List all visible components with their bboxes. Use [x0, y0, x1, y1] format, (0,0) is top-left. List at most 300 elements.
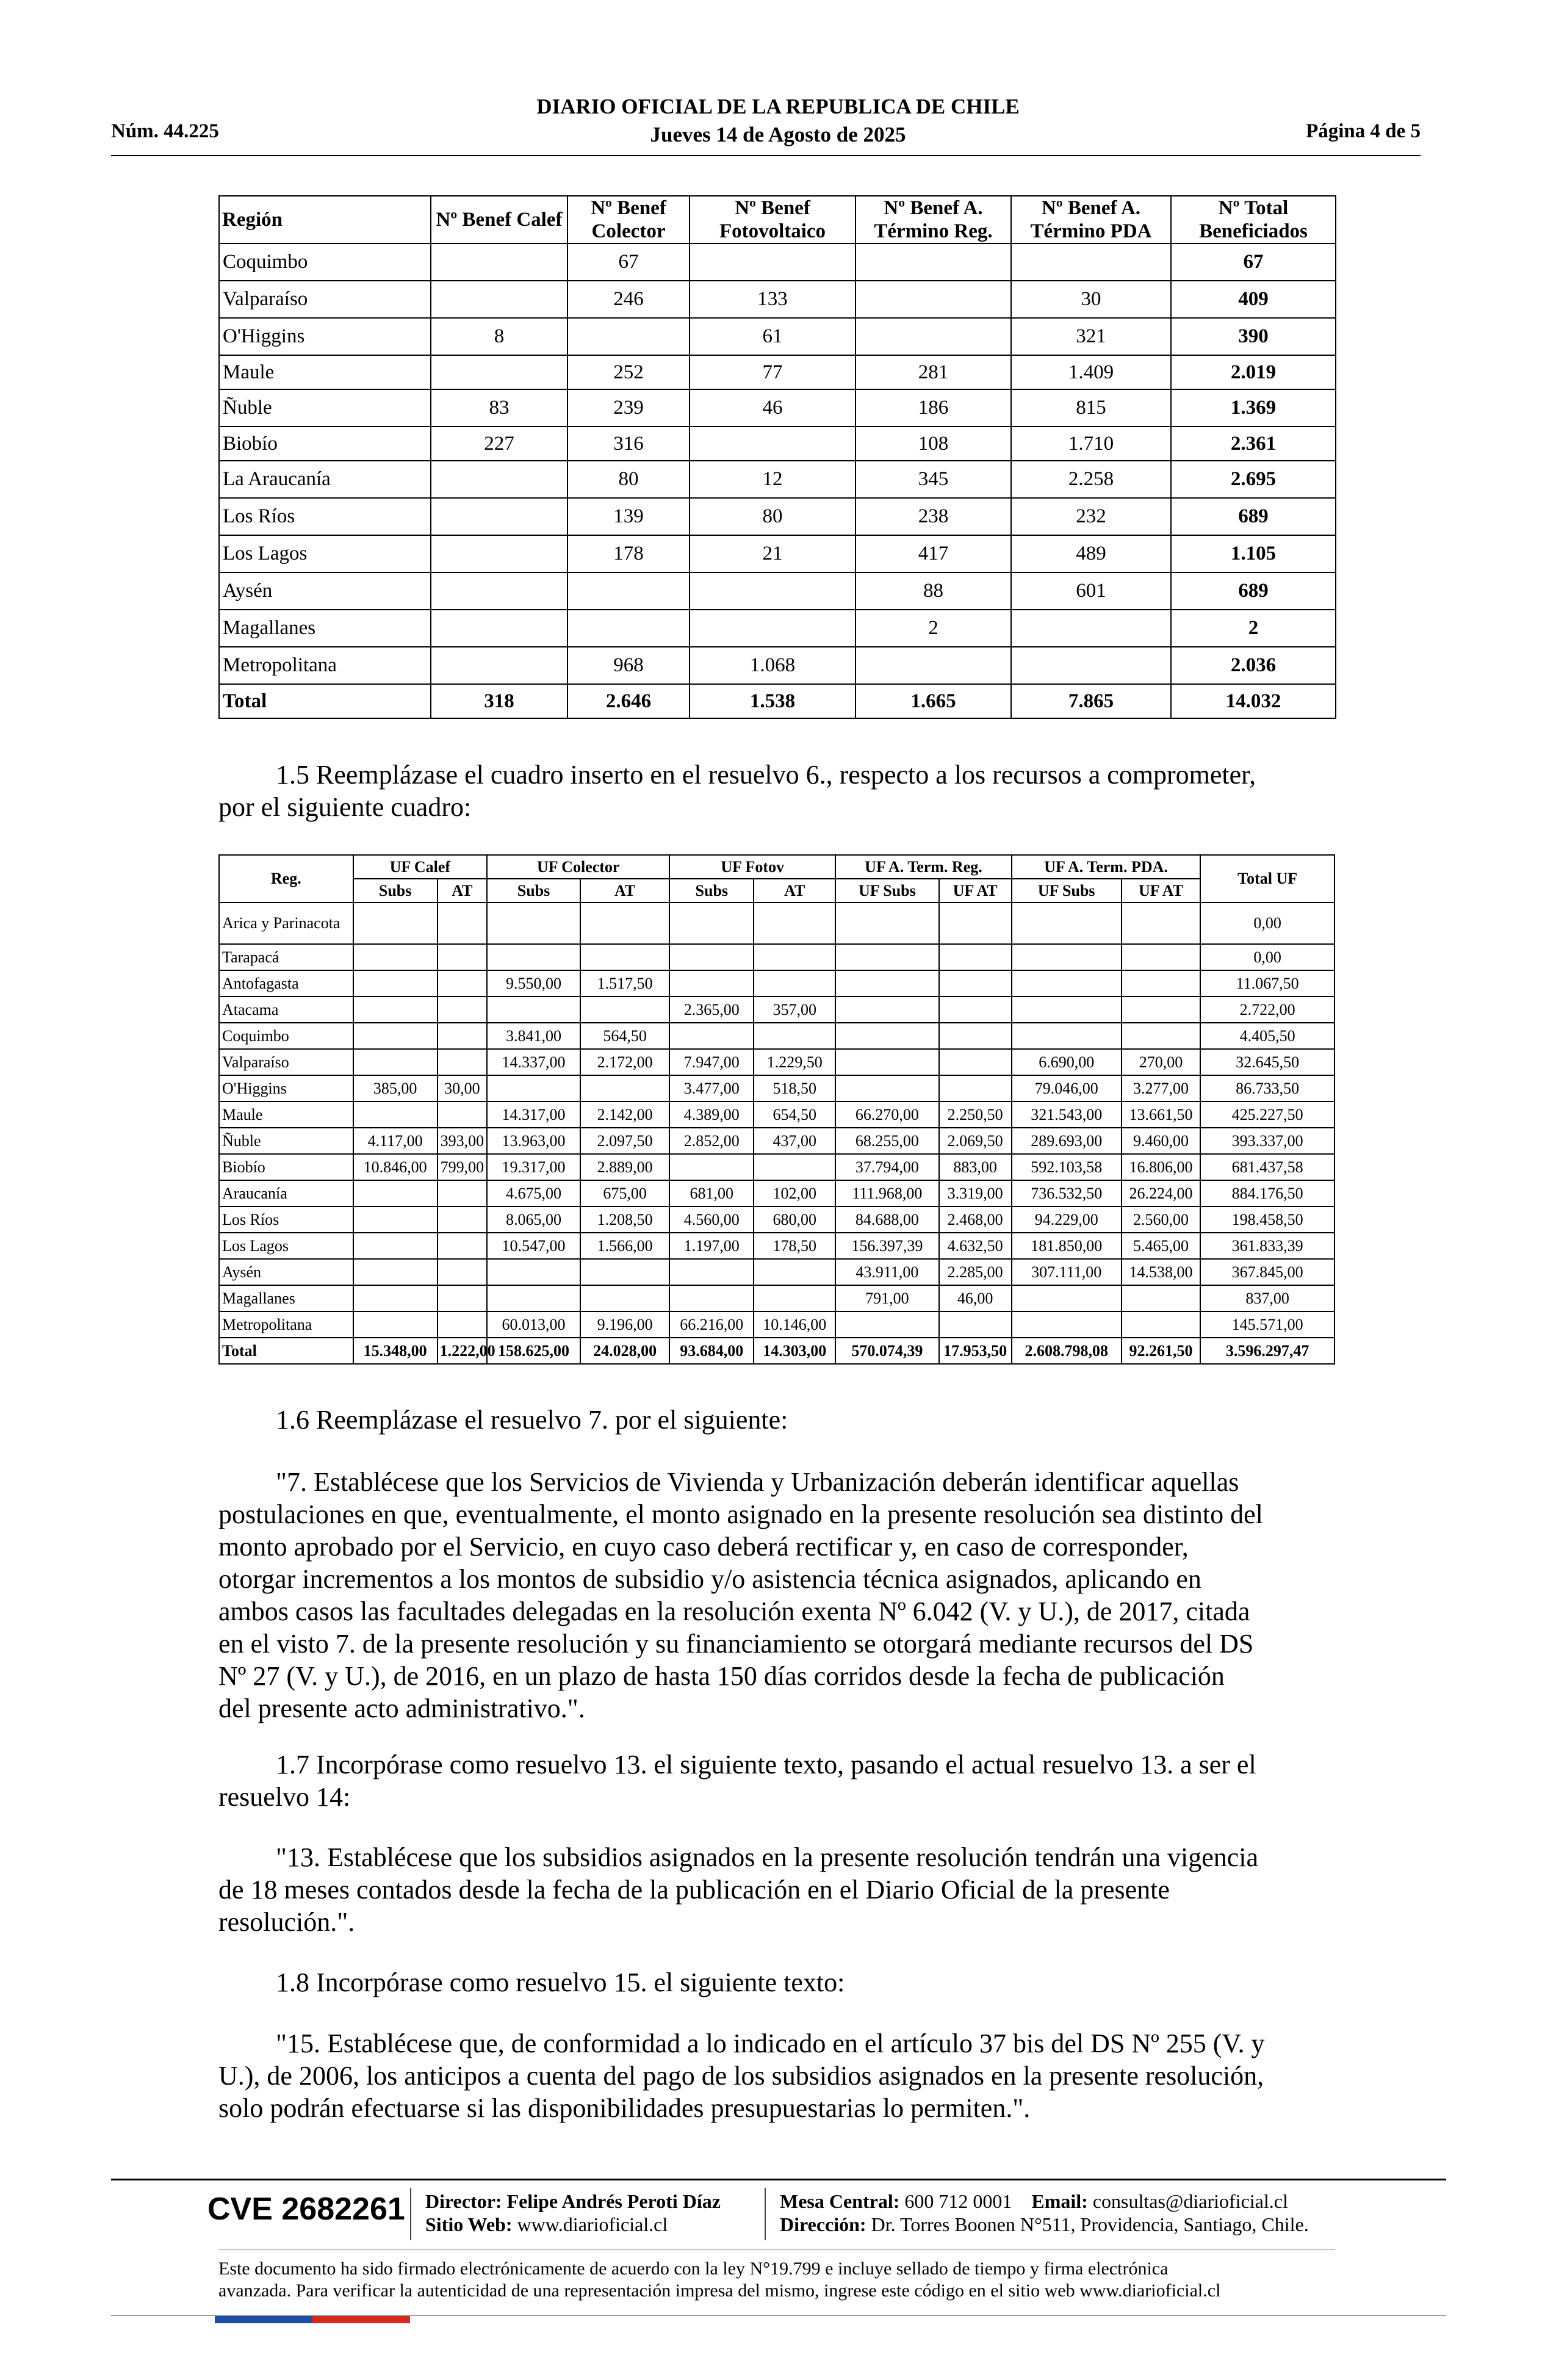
table-cell: [939, 997, 1012, 1023]
table-cell: [939, 1049, 1012, 1075]
region-cell: Total: [219, 684, 431, 718]
column-header: Región: [219, 196, 431, 243]
table-cell: 736.532,50: [1012, 1180, 1122, 1206]
table-cell: [438, 1023, 488, 1049]
table-row: [219, 1311, 1334, 1338]
table-cell: [1012, 944, 1122, 970]
column-header: Nº Benef Fotovoltaico: [690, 196, 855, 243]
table-cell: 94.229,00: [1012, 1206, 1122, 1233]
region-cell: Maule: [219, 355, 431, 389]
total-cell: 198.458,50: [1200, 1206, 1334, 1233]
table-cell: [754, 970, 835, 997]
table-cell: 4.389,00: [669, 1102, 754, 1128]
table-row: [219, 647, 1336, 684]
column-subheader: AT: [580, 879, 669, 903]
total-cell: 32.645,50: [1200, 1049, 1334, 1075]
table-cell: 61: [690, 318, 855, 355]
paragraph-1-6: [218, 1404, 1335, 1436]
region-cell: O'Higgins: [219, 1075, 353, 1102]
table-cell: [438, 1206, 488, 1233]
table-cell: 7.947,00: [669, 1049, 754, 1075]
text-line: del presente acto administrativo.".: [218, 1693, 585, 1723]
table-cell: [835, 903, 938, 944]
column-header: Total UF: [1200, 855, 1334, 903]
region-cell: Biobío: [219, 1154, 353, 1180]
table-cell: 2.646: [567, 684, 690, 718]
table-cell: [1122, 1311, 1201, 1338]
table-cell: [1122, 903, 1201, 944]
region-cell: O'Higgins: [219, 318, 431, 355]
table-cell: 1.710: [1011, 427, 1171, 461]
table-cell: 24.028,00: [580, 1338, 669, 1364]
table-cell: [690, 610, 855, 647]
region-cell: Antofagasta: [219, 970, 353, 997]
region-cell: Biobío: [219, 427, 431, 461]
region-cell: Metropolitana: [219, 647, 431, 684]
table-cell: [939, 903, 1012, 944]
table-row: [219, 944, 1334, 970]
table-cell: 19.317,00: [487, 1154, 580, 1180]
table-cell: 4.560,00: [669, 1206, 754, 1233]
table-cell: 2.285,00: [939, 1259, 1012, 1285]
table-cell: [567, 318, 690, 355]
table-row: [219, 1206, 1334, 1233]
table-cell: [487, 903, 580, 944]
table-cell: 2.172,00: [580, 1049, 669, 1075]
table-cell: [438, 1285, 488, 1311]
table-cell: 1.538: [690, 684, 855, 718]
table-cell: [353, 997, 438, 1023]
total-cell: 0,00: [1200, 944, 1334, 970]
table-cell: [754, 903, 835, 944]
region-cell: Los Ríos: [219, 498, 431, 535]
table-cell: [353, 1259, 438, 1285]
table-cell: 156.397,39: [835, 1233, 938, 1259]
table-cell: 17.953,50: [939, 1338, 1012, 1364]
text-line: avanzada. Para verificar la autenticidad de una representación impresa del mismo, ingrese este código en el sitio web www.diarioficial.cl: [218, 2281, 1221, 2301]
table-cell: [669, 970, 754, 997]
table-cell: 9.460,00: [1122, 1128, 1201, 1154]
mesa-phone: 600 712 0001: [904, 2190, 1012, 2212]
region-cell: Tarapacá: [219, 944, 353, 970]
table-cell: [353, 1206, 438, 1233]
table-row: [219, 1128, 1334, 1154]
table-cell: 133: [690, 281, 855, 318]
table-cell: 10.146,00: [754, 1311, 835, 1338]
table-row: [219, 1023, 1334, 1049]
address-text: Dr. Torres Boonen N°511, Providencia, Santiago, Chile.: [871, 2213, 1309, 2235]
table-cell: 84.688,00: [835, 1206, 938, 1233]
email-label: Email:: [1031, 2190, 1088, 2212]
region-cell: Atacama: [219, 997, 353, 1023]
column-group-header: UF A. Term. PDA.: [1012, 855, 1201, 879]
resolution-15-text: [218, 2027, 1335, 2124]
table-cell: [835, 1311, 938, 1338]
table-cell: 246: [567, 281, 690, 318]
region-cell: Coquimbo: [219, 243, 431, 281]
table-cell: [353, 1049, 438, 1075]
table-cell: 232: [1011, 498, 1171, 535]
table-cell: 26.224,00: [1122, 1180, 1201, 1206]
region-cell: Araucanía: [219, 1180, 353, 1206]
resolution-13-text: [218, 1841, 1335, 1938]
table-cell: [438, 970, 488, 997]
table-cell: [669, 1023, 754, 1049]
signature-note: [218, 2258, 1335, 2302]
table-cell: 570.074,39: [835, 1338, 938, 1364]
region-cell: Valparaíso: [219, 1049, 353, 1075]
table-cell: 1.566,00: [580, 1233, 669, 1259]
table-row: [219, 997, 1334, 1023]
total-cell: 361.833,39: [1200, 1233, 1334, 1259]
table-cell: [1122, 1285, 1201, 1311]
column-subheader: AT: [438, 879, 488, 903]
column-group-header: UF Colector: [487, 855, 669, 879]
table-cell: 2.468,00: [939, 1206, 1012, 1233]
text-line: resuelvo 14:: [218, 1782, 351, 1812]
table-cell: [855, 281, 1011, 318]
text-line: U.), de 2006, los anticipos a cuenta del pago de los subsidios asignados en la presente resolución,: [218, 2061, 1264, 2091]
table-cell: 66.270,00: [835, 1102, 938, 1128]
table-cell: [431, 461, 567, 498]
column-header: Reg.: [219, 855, 353, 903]
total-cell: 2.036: [1171, 647, 1336, 684]
table-cell: 186: [855, 389, 1011, 427]
table-cell: 178: [567, 535, 690, 572]
total-cell: 1.105: [1171, 535, 1336, 572]
footer-separator: [765, 2188, 766, 2240]
table-cell: 3.319,00: [939, 1180, 1012, 1206]
table-cell: [1012, 1285, 1122, 1311]
table-row: [219, 1102, 1334, 1128]
table-cell: 7.865: [1011, 684, 1171, 718]
table-cell: 357,00: [754, 997, 835, 1023]
table-cell: [353, 1233, 438, 1259]
table-row: [219, 1285, 1334, 1311]
email-link[interactable]: consultas@diarioficial.cl: [1092, 2190, 1288, 2212]
total-cell: 2.019: [1171, 355, 1336, 389]
table-cell: [580, 997, 669, 1023]
table-cell: 13.661,50: [1122, 1102, 1201, 1128]
table-cell: 178,50: [754, 1233, 835, 1259]
column-subheader: Subs: [669, 879, 754, 903]
table-cell: [669, 903, 754, 944]
table-cell: 681,00: [669, 1180, 754, 1206]
table-cell: 14.337,00: [487, 1049, 580, 1075]
website-link[interactable]: www.diarioficial.cl: [517, 2213, 668, 2235]
table-cell: [1122, 944, 1201, 970]
table-cell: 489: [1011, 535, 1171, 572]
table-cell: 80: [567, 461, 690, 498]
text-line: Este documento ha sido firmado electrónicamente de acuerdo con la ley N°19.799 e incluye sellado de tiempo y firma electrónica: [218, 2259, 1169, 2279]
region-cell: Aysén: [219, 1259, 353, 1285]
table-cell: [567, 572, 690, 610]
table-row: [219, 1180, 1334, 1206]
table-cell: 2.560,00: [1122, 1206, 1201, 1233]
table-cell: [1012, 1311, 1122, 1338]
beneficiaries-table: [218, 195, 1336, 719]
table-total-row: [219, 1338, 1334, 1364]
table-cell: 592.103,58: [1012, 1154, 1122, 1180]
page-number: Página 4 de 5: [1306, 120, 1421, 142]
table-cell: 2.889,00: [580, 1154, 669, 1180]
table-cell: [1011, 647, 1171, 684]
table-cell: 43.911,00: [835, 1259, 938, 1285]
table-cell: 680,00: [754, 1206, 835, 1233]
table-cell: [431, 610, 567, 647]
mesa-label: Mesa Central:: [780, 2190, 900, 2212]
region-cell: Total: [219, 1338, 353, 1364]
table-cell: 4.117,00: [353, 1128, 438, 1154]
text-line: de 18 meses contados desde la fecha de la publicación en el Diario Oficial de la presente: [218, 1875, 1170, 1905]
table-cell: [487, 1075, 580, 1102]
table-cell: [438, 1049, 488, 1075]
table-cell: [1122, 1023, 1201, 1049]
table-cell: [431, 572, 567, 610]
table-cell: [754, 1154, 835, 1180]
total-cell: 367.845,00: [1200, 1259, 1334, 1285]
column-subheader: UF AT: [1122, 879, 1201, 903]
table-cell: 227: [431, 427, 567, 461]
flag-stripe-blue: [215, 2316, 312, 2323]
column-subheader: UF Subs: [835, 879, 938, 903]
table-row: [219, 1075, 1334, 1102]
table-cell: 8: [431, 318, 567, 355]
region-cell: Valparaíso: [219, 281, 431, 318]
text-line: Nº 27 (V. y U.), de 2016, en un plazo de hasta 150 días corridos desde la fecha de publicación: [218, 1661, 1225, 1691]
column-subheader: UF AT: [939, 879, 1012, 903]
table-cell: [438, 1180, 488, 1206]
table-cell: 4.675,00: [487, 1180, 580, 1206]
table-cell: [690, 243, 855, 281]
table-cell: [1012, 970, 1122, 997]
uf-resources-table: [218, 854, 1335, 1365]
table-cell: 1.409: [1011, 355, 1171, 389]
table-row: [219, 903, 1334, 944]
table-cell: 321.543,00: [1012, 1102, 1122, 1128]
website-label: Sitio Web:: [425, 2213, 513, 2235]
total-cell: 2: [1171, 610, 1336, 647]
table-cell: [754, 1023, 835, 1049]
table-cell: 238: [855, 498, 1011, 535]
table-cell: 158.625,00: [487, 1338, 580, 1364]
region-cell: Los Lagos: [219, 1233, 353, 1259]
table-header-row: [219, 196, 1336, 243]
total-cell: 390: [1171, 318, 1336, 355]
table-cell: 316: [567, 427, 690, 461]
table-cell: 15.348,00: [353, 1338, 438, 1364]
table-cell: 67: [567, 243, 690, 281]
table-cell: 108: [855, 427, 1011, 461]
column-group-header: UF Calef: [353, 855, 488, 879]
table-cell: 345: [855, 461, 1011, 498]
table-total-row: [219, 684, 1336, 718]
table-cell: 9.196,00: [580, 1311, 669, 1338]
table-cell: [835, 944, 938, 970]
table-cell: 4.632,50: [939, 1233, 1012, 1259]
flag-stripe-red: [312, 2316, 410, 2323]
table-cell: [431, 355, 567, 389]
director-name: Felipe Andrés Peroti Díaz: [506, 2190, 721, 2212]
text-line: 1.6 Reemplázase el resuelvo 7. por el siguiente:: [276, 1405, 788, 1435]
table-cell: [754, 1259, 835, 1285]
table-cell: [855, 647, 1011, 684]
table-cell: 393,00: [438, 1128, 488, 1154]
masthead-title: DIARIO OFICIAL DE LA REPUBLICA DE CHILE: [536, 95, 1020, 118]
total-cell: 0,00: [1200, 903, 1334, 944]
table-cell: 321: [1011, 318, 1171, 355]
table-cell: [1012, 1023, 1122, 1049]
table-cell: [567, 610, 690, 647]
table-cell: [669, 1154, 754, 1180]
director-label: Director:: [425, 2190, 502, 2212]
table-cell: 30,00: [438, 1075, 488, 1102]
table-cell: [855, 318, 1011, 355]
table-cell: 92.261,50: [1122, 1338, 1201, 1364]
footer-director-block: [425, 2190, 721, 2236]
column-group-header: UF Fotov: [669, 855, 835, 879]
table-cell: [835, 997, 938, 1023]
table-cell: [580, 903, 669, 944]
table-cell: 13.963,00: [487, 1128, 580, 1154]
table-cell: 281: [855, 355, 1011, 389]
total-cell: 86.733,50: [1200, 1075, 1334, 1102]
table-cell: [1011, 243, 1171, 281]
table-cell: 601: [1011, 572, 1171, 610]
table-cell: [431, 281, 567, 318]
table-row: [219, 498, 1336, 535]
table-cell: 815: [1011, 389, 1171, 427]
table-cell: [438, 1233, 488, 1259]
table-cell: [353, 970, 438, 997]
column-header: Nº Benef A. Término PDA: [1011, 196, 1171, 243]
table-cell: [939, 970, 1012, 997]
footer-contact-block: [780, 2190, 1309, 2236]
text-line: "7. Establécese que los Servicios de Vivienda y Urbanización deberán identificar aquellas: [276, 1467, 1239, 1497]
table-cell: 6.690,00: [1012, 1049, 1122, 1075]
table-cell: 60.013,00: [487, 1311, 580, 1338]
table-cell: [353, 1102, 438, 1128]
total-cell: 689: [1171, 498, 1336, 535]
table-cell: [835, 970, 938, 997]
table-cell: 1.068: [690, 647, 855, 684]
table-cell: 181.850,00: [1012, 1233, 1122, 1259]
table-cell: 80: [690, 498, 855, 535]
table-cell: 3.477,00: [669, 1075, 754, 1102]
text-line: otorgar incrementos a los montos de subsidio y/o asistencia técnica asignados, aplicando en: [218, 1564, 1201, 1594]
footer-separator: [410, 2188, 411, 2240]
table-cell: 2.142,00: [580, 1102, 669, 1128]
table-cell: [835, 1075, 938, 1102]
table-cell: 1.208,50: [580, 1206, 669, 1233]
column-subheader: Subs: [487, 879, 580, 903]
table-cell: 968: [567, 647, 690, 684]
table-cell: 3.841,00: [487, 1023, 580, 1049]
total-cell: 3.596.297,47: [1200, 1338, 1334, 1364]
region-cell: Los Ríos: [219, 1206, 353, 1233]
table-cell: 88: [855, 572, 1011, 610]
region-cell: Arica y Parinacota: [219, 903, 353, 944]
table-cell: 14.538,00: [1122, 1259, 1201, 1285]
table-cell: [855, 243, 1011, 281]
text-line: solo podrán efectuarse si las disponibilidades presupuestarias lo permiten.".: [218, 2093, 1031, 2123]
text-line: 1.5 Reemplázase el cuadro inserto en el resuelvo 6., respecto a los recursos a comprometer,: [276, 760, 1256, 790]
table-cell: 10.846,00: [353, 1154, 438, 1180]
table-cell: [754, 944, 835, 970]
table-cell: 270,00: [1122, 1049, 1201, 1075]
text-line: "13. Establécese que los subsidios asignados en la presente resolución tendrán una vigencia: [276, 1842, 1259, 1872]
table-cell: [353, 1023, 438, 1049]
table-row: [219, 970, 1334, 997]
table-cell: [1011, 610, 1171, 647]
total-cell: 2.361: [1171, 427, 1336, 461]
text-line: "15. Establécese que, de conformidad a lo indicado en el artículo 37 bis del DS Nº 255 (V. y: [276, 2028, 1265, 2058]
table-cell: 5.465,00: [1122, 1233, 1201, 1259]
table-cell: 1.229,50: [754, 1049, 835, 1075]
table-cell: 518,50: [754, 1075, 835, 1102]
table-cell: [669, 1285, 754, 1311]
table-cell: 883,00: [939, 1154, 1012, 1180]
table-cell: [438, 1311, 488, 1338]
table-cell: [487, 1285, 580, 1311]
total-cell: 14.032: [1171, 684, 1336, 718]
region-cell: La Araucanía: [219, 461, 431, 498]
table-cell: 66.216,00: [669, 1311, 754, 1338]
table-cell: 564,50: [580, 1023, 669, 1049]
table-cell: [939, 1075, 1012, 1102]
table-cell: [1122, 970, 1201, 997]
table-cell: 675,00: [580, 1180, 669, 1206]
column-subheader: UF Subs: [1012, 879, 1122, 903]
table-cell: [438, 997, 488, 1023]
region-cell: Los Lagos: [219, 535, 431, 572]
total-cell: 884.176,50: [1200, 1180, 1334, 1206]
masthead-date: Jueves 14 de Agosto de 2025: [650, 123, 906, 146]
text-line: postulaciones en que, eventualmente, el monto asignado en la presente resolución sea distinto del: [218, 1499, 1263, 1529]
region-cell: Magallanes: [219, 610, 431, 647]
table-row: [219, 427, 1336, 461]
table-cell: 2.852,00: [669, 1128, 754, 1154]
table-cell: [431, 647, 567, 684]
table-cell: [353, 1311, 438, 1338]
table-subheader-row: [219, 879, 1334, 903]
table-cell: [690, 427, 855, 461]
table-cell: 2.250,50: [939, 1102, 1012, 1128]
table-cell: [939, 944, 1012, 970]
footer-divider: [111, 2179, 1446, 2180]
header-divider: [111, 155, 1421, 156]
table-cell: [353, 903, 438, 944]
column-header: Nº Benef A. Término Reg.: [855, 196, 1011, 243]
region-cell: Ñuble: [219, 389, 431, 427]
address-label: Dirección:: [780, 2213, 866, 2235]
table-cell: 14.317,00: [487, 1102, 580, 1128]
paragraph-1-5: [218, 759, 1335, 823]
table-cell: 654,50: [754, 1102, 835, 1128]
table-row: [219, 355, 1336, 389]
text-line: resolución.".: [218, 1907, 355, 1937]
table-cell: [431, 535, 567, 572]
table-cell: 93.684,00: [669, 1338, 754, 1364]
table-header-row: [219, 855, 1334, 879]
total-cell: 1.369: [1171, 389, 1336, 427]
table-cell: 252: [567, 355, 690, 389]
table-row: [219, 243, 1336, 281]
text-line: por el siguiente cuadro:: [218, 792, 472, 822]
region-cell: Magallanes: [219, 1285, 353, 1311]
table-cell: [431, 498, 567, 535]
table-cell: [835, 1023, 938, 1049]
